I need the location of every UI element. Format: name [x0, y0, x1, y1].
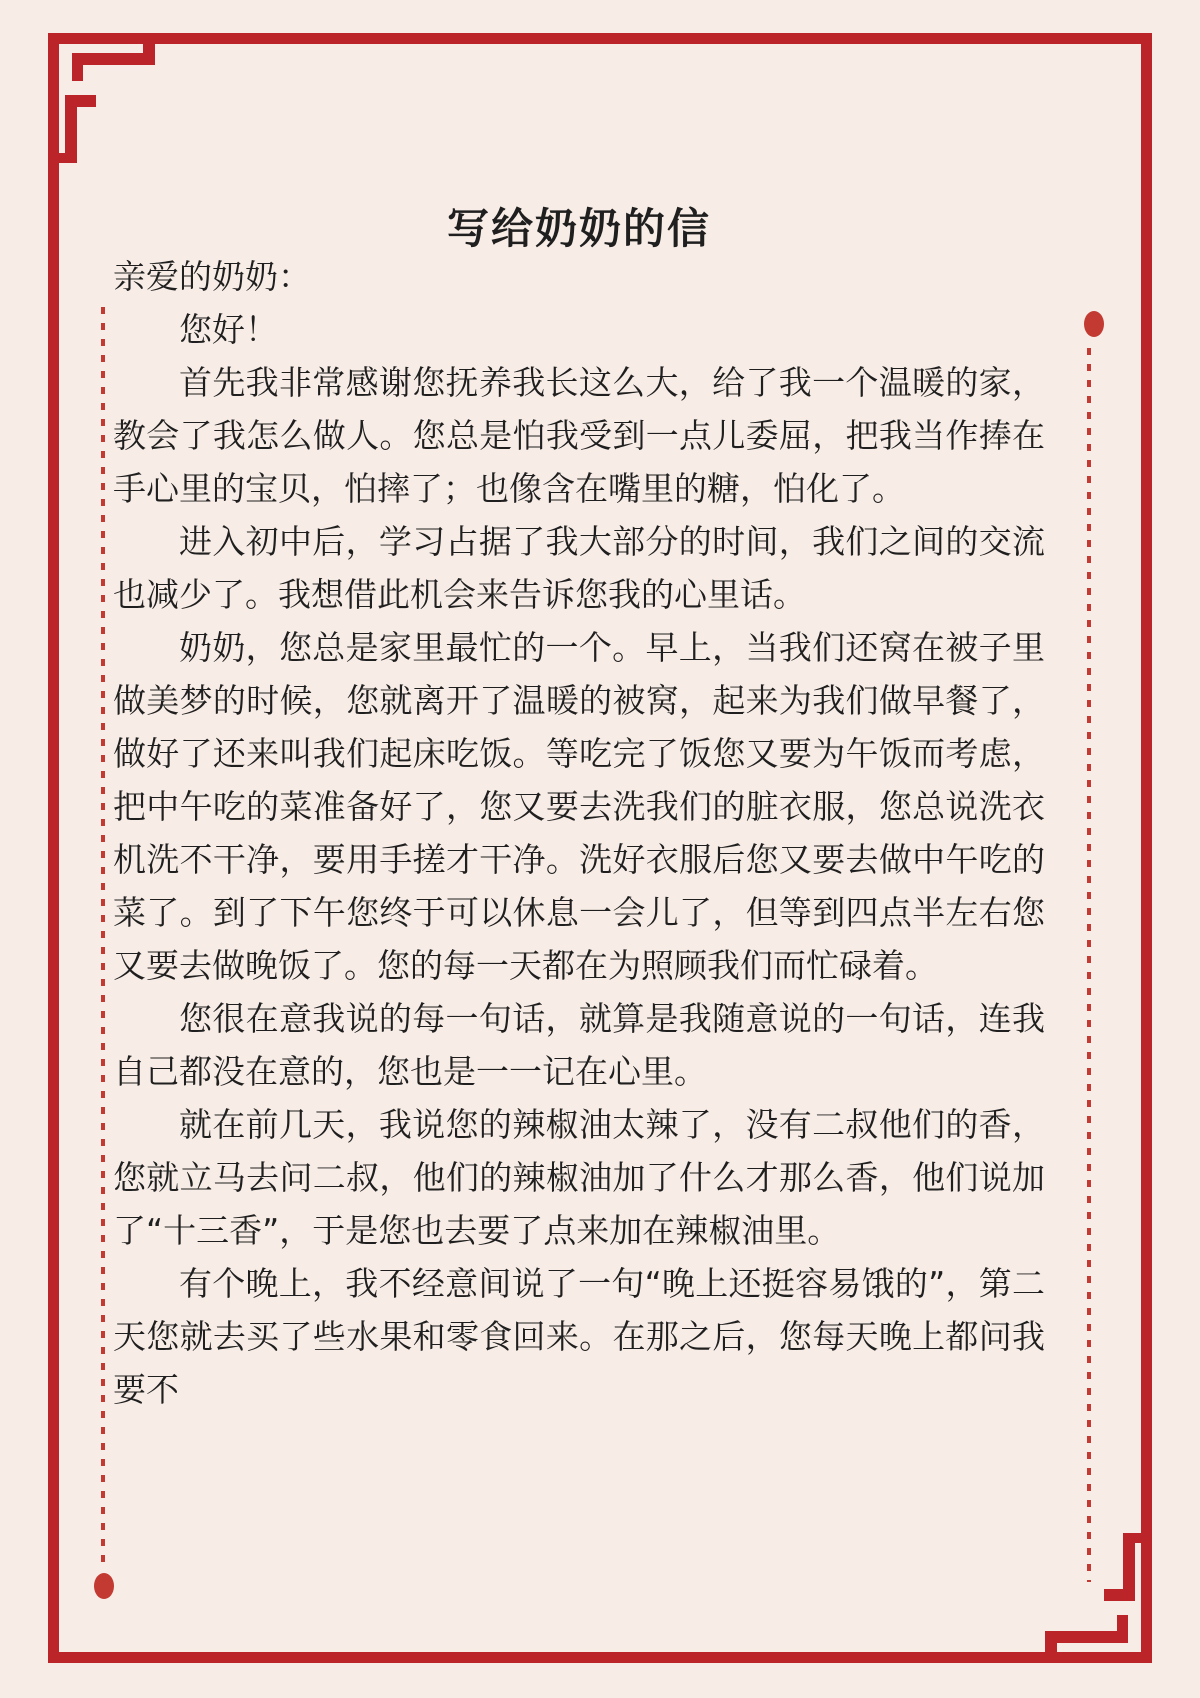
- letter-title: 写给奶奶的信: [446, 204, 711, 253]
- left-dotted-line: [101, 307, 105, 1563]
- letter-paragraph: 您很在意我说的每一句话，就算是我随意说的一句话，连我自己都没在意的，您也是一一记在心里。: [113, 999, 1045, 1091]
- letter-salutation: 亲爱的奶奶：: [113, 257, 311, 296]
- letter-paragraph: 您好！: [179, 310, 278, 349]
- right-dotted-line: [1087, 348, 1091, 1582]
- letter-paragraph: 有个晚上，我不经意间说了一句“晚上还挺容易饿的”，第二天您就去买了些水果和零食回来。在那之后，您每天晚上都问我要不: [113, 1264, 1045, 1409]
- corner-ornament-top-left-icon: [48, 33, 178, 163]
- letter-paragraph: 进入初中后，学习占据了我大部分的时间，我们之间的交流也减少了。我想借此机会来告诉您我的心里话。: [113, 522, 1045, 614]
- right-line-start-dot: [1084, 311, 1104, 337]
- left-line-end-dot: [94, 1573, 114, 1599]
- letter-body: [113, 250, 1045, 1416]
- letter-paragraph: 首先我非常感谢您抚养我长这么大，给了我一个温暖的家，教会了我怎么做人。您总是怕我受到一点儿委屈，把我当作捧在手心里的宝贝，怕摔了；也像含在嘴里的糖，怕化了。: [113, 363, 1045, 508]
- letter-paragraph: 就在前几天，我说您的辣椒油太辣了，没有二叔他们的香，您就立马去问二叔，他们的辣椒油加了什么才那么香，他们说加了“十三香”，于是您也去要了点来加在辣椒油里。: [113, 1105, 1045, 1250]
- letter-paragraph: 奶奶，您总是家里最忙的一个。早上，当我们还窝在被子里做美梦的时候，您就离开了温暖的被窝，起来为我们做早餐了，做好了还来叫我们起床吃饭。等吃完了饭您又要为午饭而考虑，把中午吃的菜准备好了，您又要去洗我们的脏衣服，您总说洗衣机洗不干净，要用手搓才干净。洗好衣服后您又要去做中午吃的菜了。到了下午您终于可以休息一会儿了，但等到四点半左右您又要去做晚饭了。您的每一天都在为照顾我们而忙碌着。: [113, 628, 1045, 985]
